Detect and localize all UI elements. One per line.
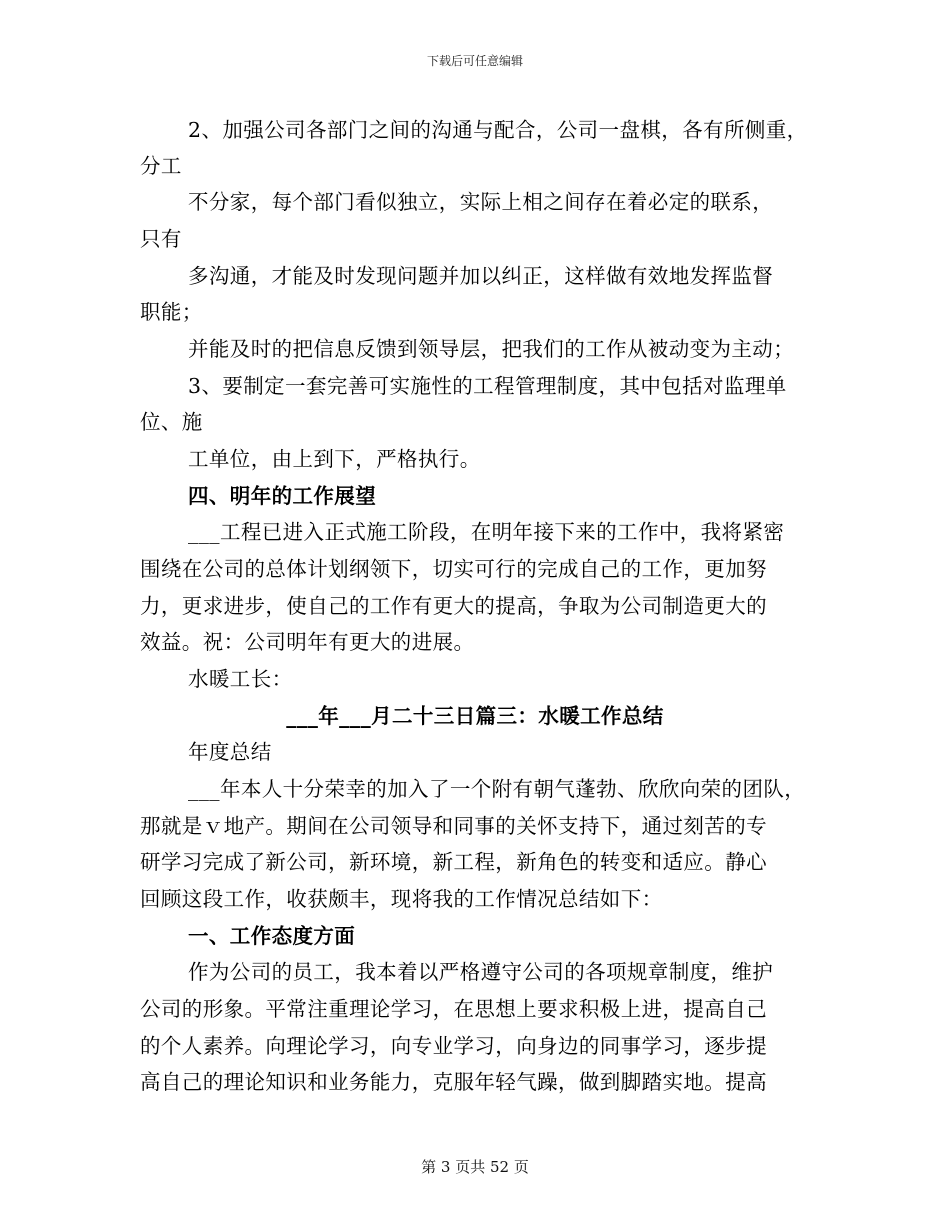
page-footer: 第 3 页共 52 页 — [421, 1158, 529, 1176]
paragraph-line: 位、施 — [140, 410, 203, 434]
paragraph-line: 多沟通，才能及时发现问题并加以纠正，这样做有效地发挥监督 — [188, 264, 774, 288]
paragraph-line: 2、加强公司各部门之间的沟通与配合，公司一盘棋，各有所侧重， — [188, 118, 808, 142]
paragraph-line: ___工程已进入正式施工阶段，在明年接下来的工作中，我将紧密 — [188, 520, 785, 544]
paragraph-line: 3、要制定一套完善可实施性的工程管理制度，其中包括对监理单 — [188, 374, 787, 398]
section-title: ___年___月二十三日篇三：水暖工作总结 — [286, 704, 664, 728]
paragraph-line: 年度总结 — [188, 740, 272, 764]
paragraph-line: 作为公司的员工，我本着以严格遵守公司的各项规章制度，维护 — [188, 960, 774, 984]
paragraph-line: 分工 — [140, 154, 182, 178]
paragraph-line: ___年本人十分荣幸的加入了一个附有朝气蓬勃、欣欣向荣的团队， — [188, 777, 806, 801]
paragraph-line: 高自己的理论知识和业务能力，克服年轻气躁，做到脚踏实地。提高 — [140, 1070, 767, 1094]
paragraph-line: 回顾这段工作，收获颇丰，现将我的工作情况总结如下： — [140, 887, 663, 911]
section-heading: 一、工作态度方面 — [188, 924, 356, 948]
paragraph-line: 只有 — [140, 227, 182, 251]
paragraph-line: 不分家，每个部门看似独立，实际上相之间存在着必定的联系， — [188, 190, 774, 214]
section-heading: 四、明年的工作展望 — [188, 484, 377, 508]
paragraph-line: 职能； — [140, 300, 203, 324]
paragraph-line: 并能及时的把信息反馈到领导层，把我们的工作从被动变为主动； — [188, 337, 795, 361]
paragraph-line: 的个人素养。向理论学习，向专业学习，向身边的同事学习，逐步提 — [140, 1034, 767, 1058]
paragraph-line: 围绕在公司的总体计划纲领下，切实可行的完成自己的工作，更加努 — [140, 557, 767, 581]
paragraph-line: 效益。祝：公司明年有更大的进展。 — [140, 630, 475, 654]
paragraph-line: 力，更求进步，使自己的工作有更大的提高，争取为公司制造更大的 — [140, 594, 767, 618]
page-header: 下载后可任意编辑 — [426, 54, 523, 68]
paragraph-line: 公司的形象。平常注重理论学习，在思想上要求积极上进，提高自己 — [140, 997, 767, 1021]
paragraph-line: 研学习完成了新公司，新环境，新工程，新角色的转变和适应。静心 — [140, 850, 767, 874]
paragraph-line: 工单位，由上到下，严格执行。 — [188, 447, 481, 471]
signature-line: 水暖工长： — [188, 667, 293, 691]
paragraph-line: 那就是ｖ地产。期间在公司领导和同事的关怀支持下，通过刻苦的专 — [140, 814, 767, 838]
